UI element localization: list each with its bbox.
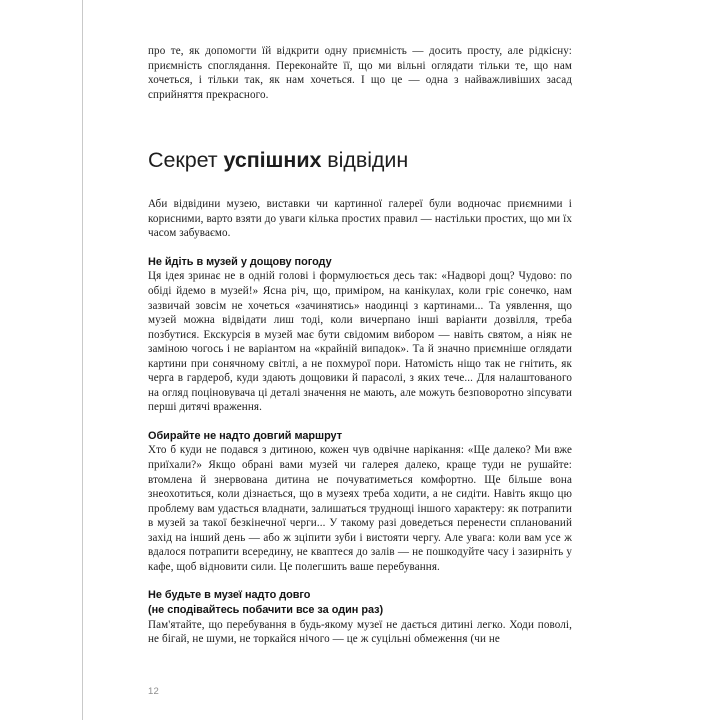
chapter-heading-block	[148, 147, 572, 173]
chapter-heading-after: відвідин	[321, 148, 409, 173]
page-gutter-strip	[0, 0, 82, 720]
section-paragraph-1: Ця ідея зринає не в одній голові і формулюється десь так: «Надворі дощ? Чудово: по обіді йдемо в музей!» Ясна річ, що, приміром, на канікулах, коли гріє сонечко, нам зазвичай зовсім не хочеться «зачинятись» наодинці з картинами... Та уявлення, що музей можна відвідати лиш тоді, коли вичерпано інші варіанти дозвілля, треба позбутися. Екскурсія в музей має бути свідомим вибором — навіть святом, а ніяк не заміною чогось і не варіантом на «крайній випадок». Та й значно приємніше оглядати картини при сонячному світлі, а не похмурої пори. Натомість ніщо так не гнітить, як черга в гардероб, куди здають дощовики й парасолі, з яких тече... Для налаштованого на огляд поціновувача ці деталі значення не мають, але можуть безповоротно зіпсувати перші дитячі враження.	[148, 270, 572, 414]
section-heading-1: Не йдіть в музей у дощову погоду	[148, 255, 332, 268]
page-number: 12	[148, 686, 159, 697]
page-edge-rule	[82, 0, 83, 720]
section-paragraph-3: Пам'ятайте, що перебування в будь-якому музеї не дається дитині легко. Ходи поволі, не бігай, не шуми, не торкайся нічого — це ж суцільні обмеження (чи не	[148, 618, 572, 646]
intro-paragraph: Аби відвідини музею, виставки чи картинної галереї були водночас приємними і корисними, варто взяти до уваги кілька простих правил — настільки простих, що ми їх часом забуваємо.	[148, 198, 572, 240]
section-heading-3: Не будьте в музеї надто довго	[148, 589, 311, 602]
spacer	[148, 574, 572, 588]
chapter-heading-before: Секрет	[148, 148, 224, 173]
page-title	[148, 147, 572, 173]
spacer	[148, 415, 572, 429]
chapter-heading-accent: успішних	[223, 148, 322, 173]
section-paragraph-2: Хто б куди не подався з дитиною, кожен чув одвічне нарікання: «Ще далеко? Ми вже приїхали?» Якщо обрані вами музей чи галерея далеко, краще туди не рушайте: втомлена й знервована дитина не почуватиметься комфортно. Ще більше вона знеохотиться, коли дізнається, що в музеях треба ходити, а не сидіти. Навіть якщо цю проблему вам удасться владнати, залишаться труднощі іншого характеру: як потрапити в музей за такої безкінечної черги... У такому разі доведеться перенести спланований захід на інший день — або ж зціпити зуби і вистояти чергу. Але увага: коли вам усе ж вдалося потрапити всередину, не квaптеся до залів — не пошкодуйте часу і зазирніть у кафе, щоб відновити сили. Це полегшить ваше перебування.	[148, 444, 572, 573]
continued-paragraph: про те, як допомогти їй відкрити одну приємність — досить просту, але рідкісну: приємність споглядання. Переконайте її, що ми вільні оглядати тільки те, що нам хочеться, і тільки так, як нам хочеться. І що це — одна з найважливіших засад сприйняття прекрасного.	[148, 45, 572, 101]
section-heading-2: Обирайте не надто довгий маршрут	[148, 429, 343, 442]
section-heading-3-line-2: (не сподівайтесь побачити все за один раз)	[148, 604, 384, 616]
text-column	[148, 44, 572, 647]
spacer	[148, 241, 572, 255]
